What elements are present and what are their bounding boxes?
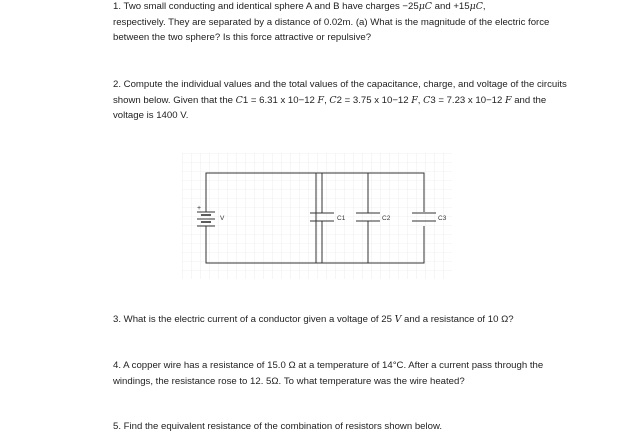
question-5: [113, 419, 573, 435]
q3-unit-volt: V: [394, 314, 402, 325]
q1-unit-microcoulomb-b: μC: [469, 1, 483, 12]
q2-unit-farad-3: F: [505, 94, 512, 106]
q3-text-b: and a resistance of 10 Ω?: [401, 314, 514, 325]
question-3: [113, 312, 573, 328]
battery-label: V: [220, 215, 225, 222]
q1-unit-microcoulomb-a: μC: [418, 1, 432, 12]
q2-sep-2: ,: [417, 94, 424, 106]
q1-text-d: respectively. They are separated by a distance of 0.02m. (a) What is the magnitude of the electric force between the two sphere? Is this force attractive or repulsive?: [113, 16, 550, 43]
question-1: [113, 0, 573, 46]
q2-unit-farad-2: F: [411, 94, 418, 106]
capacitor-c1-label: C1: [337, 215, 346, 222]
question-4: [113, 358, 573, 389]
q2-symbol-c3: C: [423, 94, 431, 106]
capacitor-circuit-diagram: [182, 153, 452, 279]
q1-text-c: ,: [482, 1, 486, 12]
q2-symbol-c1: C: [235, 94, 243, 106]
q1-text-b: and +15: [431, 1, 470, 12]
q4-text: 4. A copper wire has a resistance of 15.0 Ω at a temperature of 14°C. After a current pass through the windings, the resistance rose to 12. 5Ω. To what temperature was the wire heated?: [113, 360, 544, 387]
question-2: [113, 77, 573, 124]
q1-text-a: 1. Two small conducting and identical sphere A and B have charges −25: [113, 1, 419, 12]
q2-value-c1: 1 = 6.31 x 10−12: [242, 94, 318, 106]
battery-plus-sign: +: [197, 205, 202, 212]
q2-sep-1: ,: [324, 94, 330, 106]
q5-text: 5. Find the equivalent resistance of the combination of resistors shown below.: [113, 421, 443, 432]
capacitor-c3-label: C3: [438, 215, 447, 222]
q2-symbol-c2: C: [329, 94, 337, 106]
q2-value-c2: 2 = 3.75 x 10−12: [336, 94, 412, 106]
q2-unit-farad-1: F: [317, 94, 325, 106]
q3-text-a: 3. What is the electric current of a conductor given a voltage of 25: [113, 314, 395, 325]
q2-value-c3: 3 = 7.23 x 10−12: [430, 94, 506, 106]
q2-text-b: and the voltage is 1400 V.: [113, 94, 547, 121]
q2-text-a: 2. Compute the individual values and the total values of the capacitance, charge, and voltage of the circuits shown below. Given that the: [113, 79, 567, 106]
capacitor-c2-label: C2: [382, 215, 391, 222]
